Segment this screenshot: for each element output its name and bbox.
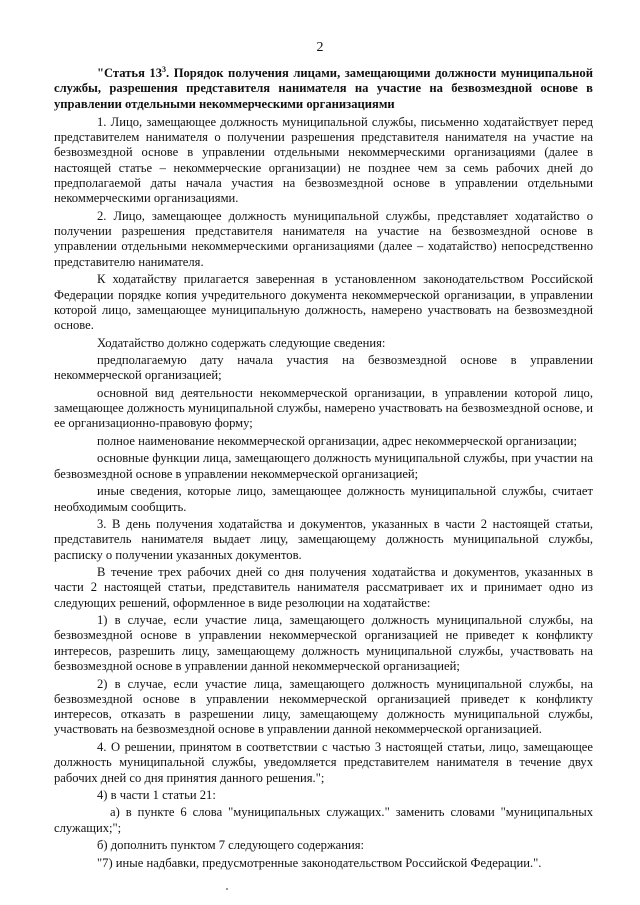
paragraph-decision-1: 1) в случае, если участие лица, замещающего должность муниципальной службы, на безвозмездной основе в управлении некоммерческой организацией не приведет к конфликту интересов, разрешить лицу, замещающему должность муниципальной службы, участвовать на безвозмездной основе в управлении данной некоммерческой организацией; xyxy=(54,613,593,674)
paragraph-attachment: К ходатайству прилагается заверенная в установленном законодательством Российской Федерации порядке копия учредительного документа некоммерческой организации, в управлении которой лицо, замещающее муниципальную должность, намерено участвовать на безвозмездной основе. xyxy=(54,272,593,333)
article-title-text: . Порядок получения лицами, замещающими должности муниципальной службы, разрешения представителя нанимателя на участие на безвозмездной основе в управлении отдельными некоммерческими организациями xyxy=(54,66,593,111)
paragraph-contents-item: основной вид деятельности некоммерческой организации, в управлении которой лицо, замещающее должность муниципальной службы, намерено участвовать на безвозмездной основе, и ее организационно-правовую форму; xyxy=(54,385,593,431)
paragraph-contents-item: основные функции лица, замещающего должность муниципальной службы, при участии на безвозмездной основе в управлении некоммерческой организацией; xyxy=(54,451,593,481)
paragraph-contents-item: предполагаемую дату начала участия на безвозмездной основе в управлении некоммерческой организацией; xyxy=(54,353,593,383)
paragraph-decision-intro: В течение трех рабочих дней со дня получения ходатайства и документов, указанных в части 2 настоящей статьи, представитель нанимателя рассматривает их и принимает одно из следующих решений, оформленное в виде резолюции на ходатайстве: xyxy=(54,565,593,610)
article-number-superscript: 3 xyxy=(162,65,167,74)
paragraph-contents-item: полное наименование некоммерческой организации, адрес некоммерческой организации; xyxy=(97,433,578,448)
paragraph-amendment-4: 4) в части 1 статьи 21: xyxy=(97,787,216,802)
paragraph-part-1: 1. Лицо, замещающее должность муниципальной службы, письменно ходатайствует перед представителем нанимателя о получении разрешения представителя нанимателя на участие на безвозмездной основе в управлении отдельными некоммерческими организациями (далее в настоящей статье – некоммерческие организации) не позднее чем за семь рабочих дней до предполагаемой даты начала участия на безвозмездной основе в управлении отдельными некоммерческими организациями. xyxy=(54,114,593,206)
paragraph-part-2: 2. Лицо, замещающее должность муниципальной службы, представляет ходатайство о получении разрешения представителя нанимателя на участие на безвозмездной основе в управлении отдельными некоммерческими организациями (далее – ходатайство) непосредственно представителю нанимателя. xyxy=(54,208,593,269)
paragraph-amendment-b: б) дополнить пунктом 7 следующего содержания: xyxy=(97,838,365,853)
paragraph-part-3: 3. В день получения ходатайства и документов, указанных в части 2 настоящей статьи, представитель нанимателя выдает лицу, замещающему должность муниципальной службы, расписку о получении указанных документов. xyxy=(54,517,593,562)
page-number: 2 xyxy=(316,40,324,55)
paragraph-amendment-a: а) в пункте 6 слова "муниципальных служащих." заменить словами "муниципальных служащих;"; xyxy=(54,805,593,835)
article-title-prefix: "Статья 13 xyxy=(97,66,163,80)
document-body xyxy=(54,66,593,873)
paragraph-part-4: 4. О решении, принятом в соответствии с частью 3 настоящей статьи, лицо, замещающее должность муниципальной службы, уведомляется представителем нанимателя в течение двух рабочих дней со дня принятия данного решения."; xyxy=(54,739,593,785)
paragraph-decision-2: 2) в случае, если участие лица, замещающего должность муниципальной службы, на безвозмездной основе в управлении некоммерческой организацией приведет к конфликту интересов, отказать в разрешении лицу, замещающему должность муниципальной службы, участвовать на безвозмездной основе в управлении данной некоммерческой организацией. xyxy=(54,676,593,737)
paragraph-contents-item: иные сведения, которые лицо, замещающее должность муниципальной службы, считает необходимым сообщить. xyxy=(54,484,593,514)
paragraph-amendment-7: "7) иные надбавки, предусмотренные законодательством Российской Федерации.". xyxy=(97,855,542,870)
article-title xyxy=(54,66,593,112)
paragraph-contents-intro: Ходатайство должно содержать следующие сведения: xyxy=(97,335,386,350)
scan-speck xyxy=(226,888,228,890)
